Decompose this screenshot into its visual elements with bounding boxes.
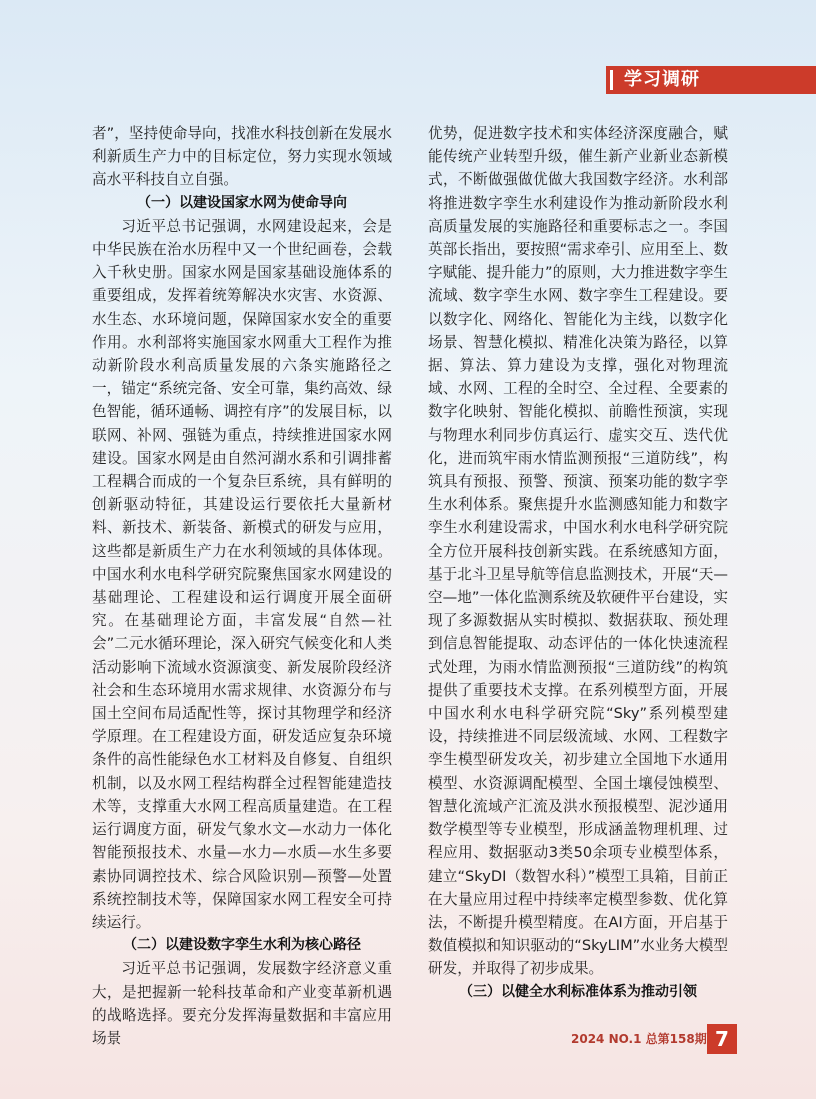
- section-title: 学习调研: [624, 69, 700, 90]
- paragraph: 者”，坚持使命导向，找准水科技创新在发展水利新质生产力中的目标定位，努力实现水领域高水平科技自立自强。: [92, 125, 392, 189]
- right-column: [428, 122, 728, 1004]
- paragraph: 优势，促进数字技术和实体经济深度融合，赋能传统产业转型升级，催生新产业新业态新模式，不断做强做优做大我国数字经济。水利部将推进数字孪生水利建设作为推动新阶段水利高质量发展的实施路径和重要标志之一。李国英部长指出，要按照“需求牵引、应用至上、数字赋能、提升能力”的原则，大力推进数字孪生流域、数字孪生水网、数字孪生工程建设。要以数字化、网络化、智能化为主线，以数字化场景、智慧化模拟、精准化决策为路径，以算据、算法、算力建设为支撑，强化对物理流域、水网、工程的全时空、全过程、全要素的数字化映射、智能化模拟、前瞻性预演，实现与物理水利同步仿真运行、虚实交互、迭代优化，进而筑牢雨水情监测预报“三道防线”，构筑具有预报、预警、预演、预案功能的数字孪生水利体系。聚焦提升水监测感知能力和数字孪生水利建设需求，中国水利水电科学研究院全方位开展科技创新实践。在系统感知方面，基于北斗卫星导航等信息监测技术，开展“天—空—地”一体化监测系统及软硬件平台建设，实现了多源数据从实时模拟、数据获取、预处理到信息智能提取、动态评估的一体化快速流程式处理，为雨水情监测预报“三道防线”的构筑提供了重要技术支撑。在系列模型方面，开展中国水利水电科学研究院“Sky”系列模型建设，持续推进不同层级流域、水网、工程数字孪生模型研发攻关，初步建立全国地下水通用模型、水资源调配模型、全国土壤侵蚀模型、智慧化流域产汇流及洪水预报模型、泥沙通用数学模型等专业模型，形成涵盖物理机理、过程应用、数据驱动3类50余项专业模型体系，建立“SkyDI（数智水科）”模型工具箱，目前正在大量应用过程中持续率定模型参数、优化算法，不断提升模型精度。在AI方面，开启基于数值模拟和知识驱动的“SkyLIM”水业务大模型研发，并取得了初步成果。: [428, 125, 728, 978]
- page-number: 7: [707, 1024, 737, 1054]
- header-separator: [610, 70, 613, 90]
- section-heading: （二）以建设数字孪生水利为核心路径: [123, 937, 361, 954]
- section-heading: （一）以建设国家水网为使命导向: [137, 194, 347, 211]
- left-column: [92, 122, 392, 1050]
- paragraph: 习近平总书记强调，发展数字经济意义重大，是把握新一轮科技革命和产业变革新机遇的战略选择。要充分发挥海量数据和丰富应用场景: [92, 960, 392, 1047]
- section-heading: （三）以健全水利标准体系为推动引领: [459, 983, 697, 1000]
- paragraph: 习近平总书记强调，水网建设起来，会是中华民族在治水历程中又一个世纪画卷，会载入千秋史册。国家水网是国家基础设施体系的重要组成，发挥着统筹解决水灾害、水资源、水生态、水环境问题，保障国家水安全的重要作用。水利部将实施国家水网重大工程作为推动新阶段水利高质量发展的六条实施路径之一，锚定“系统完备、安全可靠，集约高效、绿色智能，循环通畅、调控有序”的发展目标，以联网、补网、强链为重点，持续推进国家水网建设。国家水网是由自然河湖水系和引调排蓄工程耦合而成的一个复杂巨系统，具有鲜明的创新驱动特征，其建设运行要依托大量新材料、新技术、新装备、新模式的研发与应用，这些都是新质生产力在水利领域的具体体现。中国水利水电科学研究院聚焦国家水网建设的基础理论、工程建设和运行调度开展全面研究。在基础理论方面，丰富发展“自然—社会”二元水循环理论，深入研究气候变化和人类活动影响下流域水资源演变、新发展阶段经济社会和生态环境用水需求规律、水资源分布与国土空间布局适配性等，探讨其物理学和经济学原理。在工程建设方面，研发适应复杂环境条件的高性能绿色水工材料及自修复、自组织机制，以及水网工程结构群全过程智能建造技术等，支撑重大水网工程高质量建造。在工程运行调度方面，研发气象水文—水动力一体化智能预报技术、水量—水力—水质—水生多要素协同调控技术、综合风险识别—预警—处置系统控制技术等，保障国家水网工程安全可持续运行。: [92, 217, 392, 931]
- issue-label: 2024 NO.1 总第158期: [571, 1032, 707, 1046]
